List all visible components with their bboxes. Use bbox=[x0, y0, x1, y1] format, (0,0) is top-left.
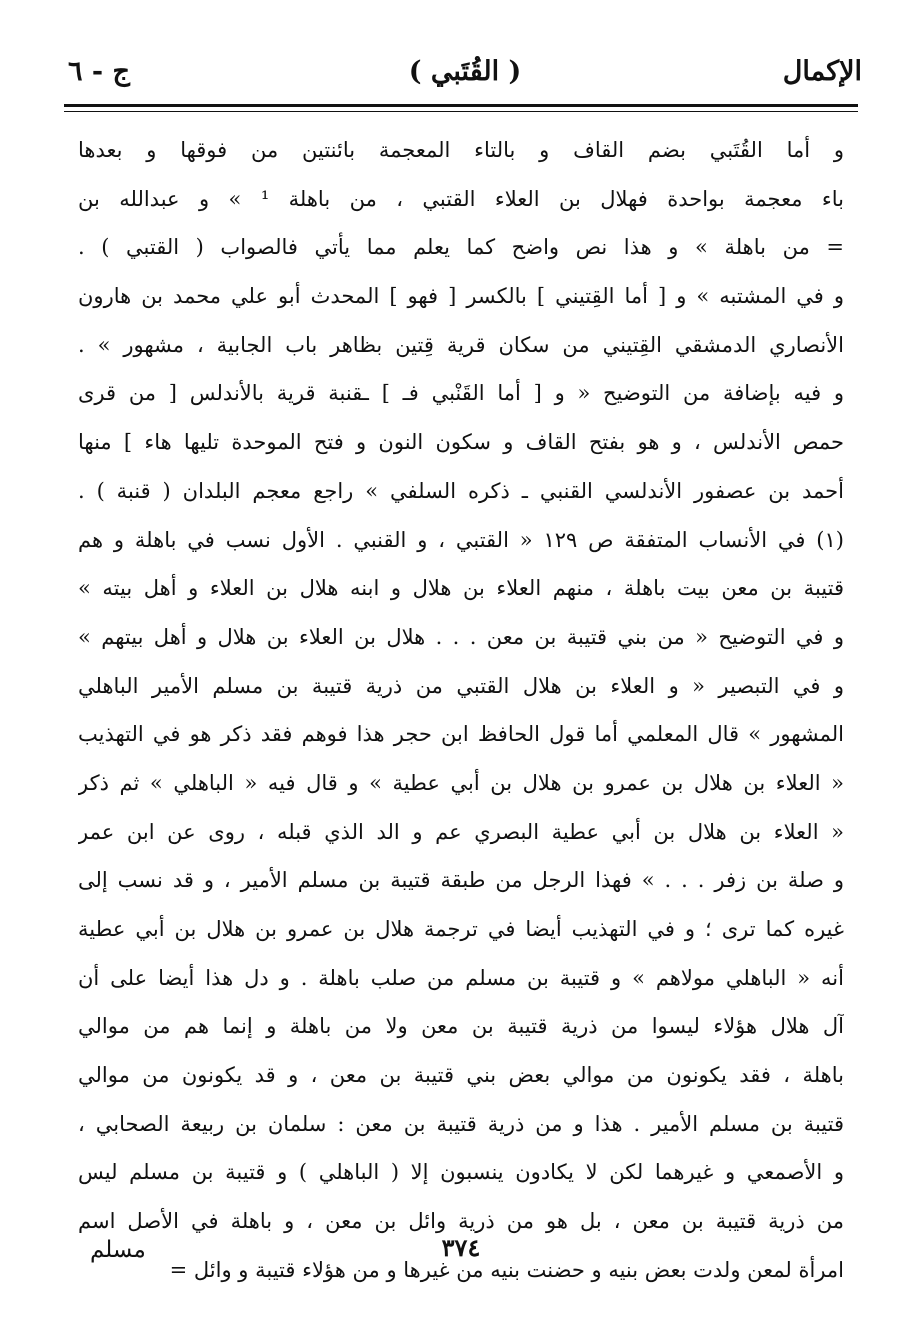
text-line: و في المشتبه » و [ أما القِتيني ] بالكسر [ فهو ] المحدث أبو علي محمد بن هارون bbox=[78, 284, 844, 309]
text-line: حمص الأندلس ، و هو بفتح القاف و سكون النون و فتح الموحدة تليها هاء ] منها bbox=[78, 430, 844, 455]
footnote-line: و في التوضيح « من بني قتيبة بن معن . . . هلال بن العلاء بن هلال و أهل بيتهم » bbox=[78, 624, 844, 649]
footnote-line: و صلة بن زفر . . . » فهذا الرجل من طبقة قتيبة بن مسلم الأمير ، و قد نسب إلى bbox=[78, 868, 844, 893]
page-footer bbox=[90, 1228, 832, 1268]
catchword: مسلم bbox=[90, 1237, 146, 1263]
header-rule-thick bbox=[64, 104, 858, 107]
footnote-line: من ذرية قتيبة بن معن ، بل هو من ذرية وائل بن معن ، و باهلة في الأصل اسم bbox=[78, 1209, 844, 1234]
footnote-line: آل هلال هؤلاء ليسوا من ذرية قتيبة بن معن ولا من باهلة و إنما هم من موالي bbox=[78, 1014, 844, 1039]
page-number: ٣٧٤ bbox=[441, 1233, 481, 1262]
footnote-line: قتيبة بن معن بيت باهلة ، منهم العلاء بن هلال و ابنه هلال بن العلاء و أهل بيته » bbox=[78, 576, 844, 601]
text-line: و أما القُتَبي بضم القاف و بالتاء المعجمة بائنتين من فوقها و بعدها bbox=[78, 138, 844, 162]
footnote-line: « العلاء بن هلال بن عمرو بن هلال بن أبي عطية » و قال فيه « الباهلي » ثم ذكر bbox=[78, 770, 844, 795]
text-line: = من باهلة » و هذا نص واضح كما يعلم مما يأتي فالصواب ( القتبي ) . bbox=[78, 235, 844, 260]
text-line: باء معجمة بواحدة فهلال بن العلاء القتبي ، من باهلة ¹ » و عبدالله بن bbox=[78, 186, 844, 211]
footnote-line: « العلاء بن هلال بن أبي عطية البصري عم و الد الذي قبله ، روى عن ابن عمر bbox=[78, 819, 844, 844]
text-line: و فيه بإضافة من التوضيح « و [ أما القَنْبي فـ ] ـقنبة قرية بالأندلس [ من قرى bbox=[78, 381, 844, 406]
header-rule-thin bbox=[64, 111, 858, 112]
footnote-line: المشهور » قال المعلمي أما قول الحافظ ابن حجر هذا فوهم فقد ذكر هو في التهذيب bbox=[78, 722, 844, 747]
footnote-line: و الأصمعي و غيرهما لكن لا يكادون ينسبون إلا ( الباهلي ) و قتيبة بن مسلم ليس bbox=[78, 1160, 844, 1185]
footnote-line: باهلة ، فقد يكونون من موالي بعض بني قتيبة بن معن ، و قد يكونون من موالي bbox=[78, 1063, 844, 1088]
book-title: الإكمال bbox=[782, 56, 862, 87]
text-line: الأنصاري الدمشقي القِتيني من سكان قرية قِتين بظاهر باب الجابية ، مشهور » . bbox=[78, 332, 844, 357]
page-header bbox=[68, 52, 862, 96]
footnote-line: (١) في الأنساب المتفقة ص ١٢٩ « القتبي ، و القنبي . الأول نسب في باهلة و هم bbox=[78, 527, 844, 552]
footnote-line: و في التبصير « و العلاء بن هلال القتبي من ذرية قتيبة بن مسلم الأمير الباهلي bbox=[78, 673, 844, 698]
footnote-line: غيره كما ترى ؛ و في التهذيب أيضا في ترجمة هلال بن عمرو بن هلال بن أبي عطية bbox=[78, 917, 844, 941]
section-title: ( القُتَبي ) bbox=[408, 56, 522, 87]
footnote-line: امرأة لمعن ولدت بعض بنيه و حضنت بنيه من غيرها و من هؤلاء قتيبة و وائل = bbox=[169, 1257, 844, 1282]
volume-label: ج - ٦ bbox=[68, 56, 130, 87]
footnote-line: أنه « الباهلي مولاهم » و قتيبة بن مسلم من صلب باهلة . و دل هذا أيضا على أن bbox=[78, 965, 844, 990]
body-text bbox=[78, 126, 844, 1295]
footnote-line: قتيبة بن مسلم الأمير . هذا و من ذرية قتيبة بن معن : سلمان بن ربيعة الصحابي ، bbox=[78, 1111, 844, 1136]
text-line: أحمد بن عصفور الأندلسي القنبي ـ ذكره السلفي » راجع معجم البلدان ( قنبة ) . bbox=[78, 478, 844, 503]
